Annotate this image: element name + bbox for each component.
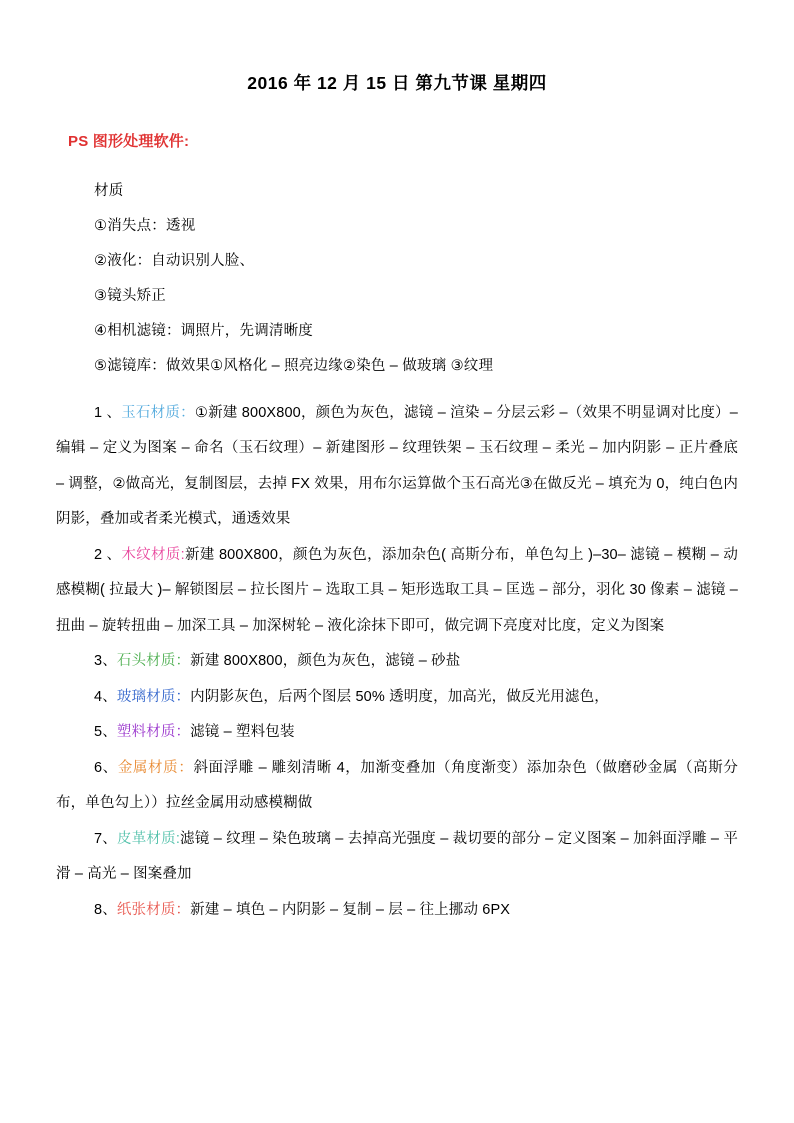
material-body: 滤镜 – 纹理 – 染色玻璃 – 去掉高光强度 – 裁切要的部分 – 定义图案 – 加斜面浮雕 – 平滑 – 高光 – 图案叠加 [56,830,738,883]
material-body: 滤镜 – 塑料包装 [190,724,295,741]
material-label: 塑料材质 [116,724,176,741]
material-item [56,538,738,645]
material-index: 4、 [94,688,117,705]
material-label: 玻璃材质 [116,688,176,705]
material-body: ①新建 800X800，颜色为灰色，滤镜 – 渲染 – 分层云彩 –（效果不明显调对比度）– 编辑 – 定义为图案 – 命名（玉石纹理）– 新建图形 – 纹理铁架 – 玉石纹理 – 柔光 – 加内阴影 – 正片叠底 – 调整，②做高光，复制图层，去掉 FX 效果，用布尔运算做个玉石高光③在做反光 – 填充为 0，纯白色内阴影，叠加或者柔光模式，通透效果 [56,404,738,528]
material-index: 6、 [94,759,118,776]
material-label: 皮革材质 [116,830,176,847]
material-body: 新建 800X800，颜色为灰色，滤镜 – 砂盐 [190,653,461,670]
material-item [56,893,738,929]
material-index: 8、 [94,901,117,918]
material-label: 玉石材质 [121,404,181,421]
material-item [56,644,738,680]
material-body: 内阴影灰色，后两个图层 50% 透明度，加高光，做反光用滤色， [190,688,609,705]
material-separator: ： [178,759,194,776]
material-label: 金属材质 [117,759,179,776]
section-heading-ps: PS 图形处理软件: [68,132,190,150]
material-item [56,396,738,538]
intro-line: ③镜头矫正 [94,287,166,304]
intro-line: ②液化：自动识别人脸、 [94,252,255,269]
material-body: 斜面浮雕 – 雕刻清晰 4，加渐变叠加（角度渐变）添加杂色（做磨砂金属（高斯分布，单色勾上））拉丝金属用动感模糊做 [56,759,738,812]
material-separator: ： [180,404,195,421]
intro-line: 材质 [94,182,124,199]
material-separator: ： [175,653,191,670]
intro-line: ⑤滤镜库：做效果①风格化 – 照亮边缘②染色 – 做玻璃 ③纹理 [94,357,494,374]
material-separator: : [175,830,180,847]
material-separator: : [180,546,185,563]
material-item [56,715,738,751]
material-separator: ： [175,688,191,705]
material-item [56,680,738,716]
page-title: 2016 年 12 月 15 日 第九节课 星期四 [247,73,547,93]
material-index: 5、 [94,724,117,741]
material-body: 新建 – 填色 – 内阴影 – 复制 – 层 – 往上挪动 6PX [190,901,511,918]
material-index: 3、 [94,653,117,670]
intro-line: ①消失点：透视 [94,217,196,234]
materials-list [56,384,738,929]
intro-line: ④相机滤镜：调照片，先调清晰度 [94,322,313,339]
material-item [56,822,738,893]
material-separator: ： [175,901,191,918]
material-index: 7、 [94,830,117,847]
material-label: 纸张材质 [116,901,176,918]
material-body: 新建 800X800，颜色为灰色，添加杂色( 高斯分布，单色勾上 )–30– 滤镜 – 模糊 – 动感模糊( 拉最大 )– 解锁图层 – 拉长图片 – 选取工具 – 矩形选取工具 – 匡选 – 部分，羽化 30 像素 – 滤镜 – 扭曲 – 旋转扭曲 – 加深工具 – 加深树轮 – 液化涂抹下即可，做完调下亮度对比度，定义为图案 [56,546,738,634]
intro-list [56,152,738,384]
material-index: 2 、 [94,546,122,563]
material-label: 石头材质 [116,653,176,670]
material-separator: ： [175,724,191,741]
material-label: 木纹材质 [121,546,181,563]
material-item [56,751,738,822]
material-index: 1 、 [94,404,122,421]
